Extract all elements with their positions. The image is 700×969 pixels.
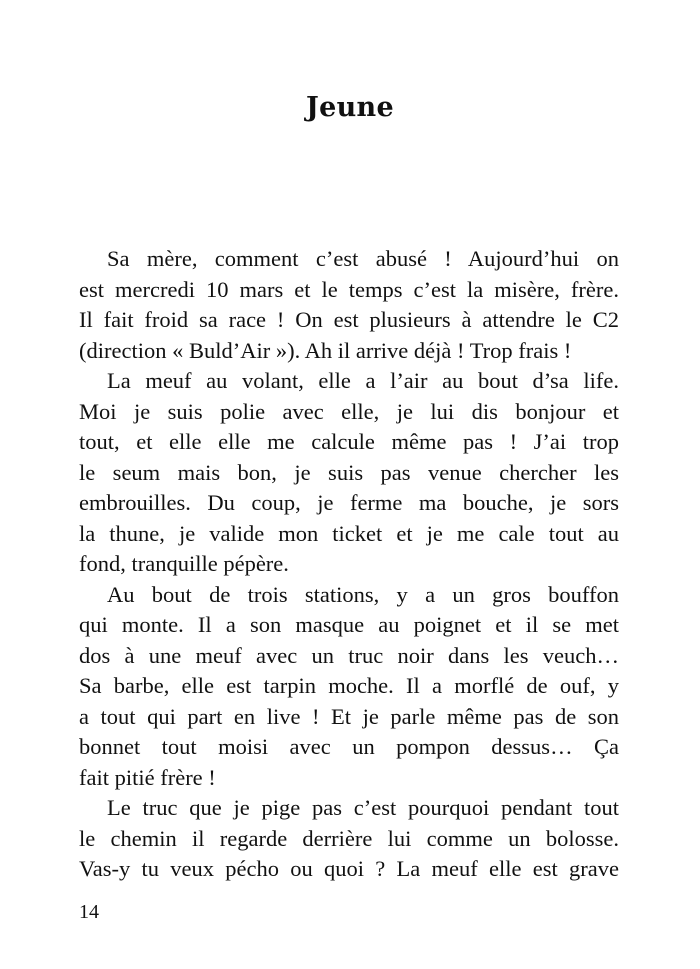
text-line: Sa mère, comment c’est abusé ! Aujourd’hui on [107, 246, 619, 271]
text-line: a tout qui part en live ! Et je parle même pas de son [79, 703, 619, 729]
text-line: fond, tranquille pépère. [79, 551, 289, 576]
text-line: Sa barbe, elle est tarpin moche. Il a morflé de ouf, y [79, 673, 619, 698]
text-line: est mercredi 10 mars et le temps c’est la misère, frère. [79, 276, 619, 302]
page-number: 14 [79, 901, 99, 923]
text-line: (direction « Buld’Air »). Ah il arrive déjà ! Trop frais ! [79, 337, 572, 363]
text-line: La meuf au volant, elle a l’air au bout d’sa life. [107, 368, 619, 393]
text-line: qui monte. Il a son masque au poignet et il se met [79, 612, 619, 637]
text-line: fait pitié frère ! [79, 764, 216, 790]
text-line: tout, et elle elle me calcule même pas ! J’ai trop [79, 429, 619, 454]
text-line: bonnet tout moisi avec un pompon dessus… Ça [79, 734, 619, 759]
text-line: le chemin il regarde derrière lui comme un bolosse. [79, 825, 619, 851]
text-line: Au bout de trois stations, y a un gros bouffon [107, 581, 619, 607]
text-line: Il fait froid sa race ! On est plusieurs à attendre le C2 [79, 307, 619, 332]
text-line: Le truc que je pige pas c’est pourquoi pendant tout [107, 795, 619, 820]
body-text [79, 244, 619, 885]
text-line: le seum mais bon, je suis pas venue chercher les [79, 459, 619, 485]
text-line: Moi je suis polie avec elle, je lui dis bonjour et [79, 398, 619, 424]
text-line: la thune, je valide mon ticket et je me cale tout au [79, 520, 619, 546]
text-line: embrouilles. Du coup, je ferme ma bouche, je sors [79, 490, 619, 515]
text-line: dos à une meuf avec un truc noir dans les veuch… [79, 642, 619, 668]
chapter-title: Jeune [306, 92, 394, 123]
text-line: Vas-y tu veux pécho ou quoi ? La meuf elle est grave [79, 856, 619, 881]
